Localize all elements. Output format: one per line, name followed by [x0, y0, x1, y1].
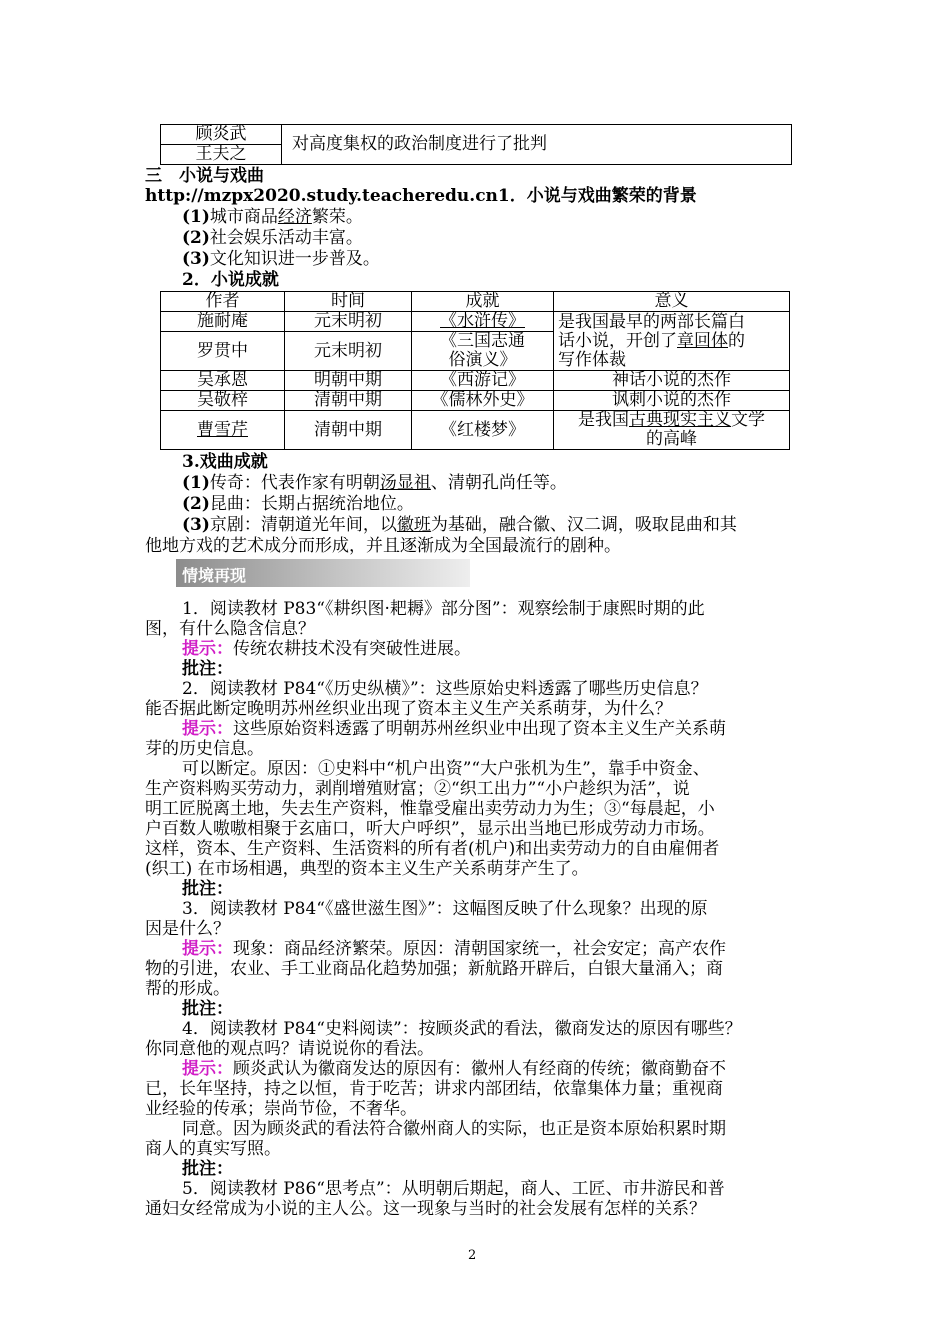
meaning-line: 写作体裁: [558, 349, 626, 370]
item-keyword: 徽班: [396, 515, 431, 535]
subsection-title: 3.戏曲成就: [182, 452, 268, 472]
thinker-desc: 对高度集权的政治制度进行了批判: [282, 125, 792, 165]
question-text: 你同意他的观点吗？请说说你的看法。: [145, 1039, 434, 1059]
meaning-cell: 讽刺小说的杰作: [554, 391, 790, 411]
item-text: 城市商品: [209, 207, 278, 227]
time-cell: 清朝中期: [285, 411, 412, 450]
author-cell: 施耐庵: [161, 312, 285, 332]
page-number: 2: [468, 1248, 477, 1263]
question-text: 能否据此断定晚明苏州丝织业出现了资本主义生产关系萌芽，为什么？: [145, 699, 672, 719]
meaning-line: [558, 411, 785, 430]
work-line: 俗演义》: [448, 350, 517, 370]
work-line: 《三国志通: [440, 331, 525, 351]
meaning-cell: [554, 312, 790, 371]
hint-text: 帮的形成。: [145, 979, 230, 999]
work-cell: 《儒林外史》: [412, 391, 554, 411]
hint-text: 现象：商品经济繁荣。原因：清朝国家统一，社会安定；高产农作: [233, 939, 726, 959]
background-item: [182, 207, 363, 227]
answer-text: 商人的真实写照。: [145, 1139, 281, 1159]
item-number: (3): [182, 249, 210, 269]
hint-line: [182, 639, 471, 659]
meaning-line: [558, 332, 785, 351]
context-section-bar: [176, 559, 470, 587]
hint-text: 芽的历史信息。: [145, 739, 264, 759]
question-text: 1．阅读教材 P83“《耕织图·耙耨》部分图”：观察绘制于康熙时期的此: [182, 599, 705, 619]
meaning-cell: [554, 411, 790, 450]
answer-text: 明工匠脱离土地，失去生产资料，惟靠受雇出卖劳动力为生；③“每晨起，小: [145, 799, 715, 819]
answer-text: 这样，资本、生产资料、生活资料的所有者(机户)和出卖劳动力的自由雇佣者: [145, 839, 720, 859]
hint-label: 提示：: [182, 719, 233, 739]
background-item: [182, 249, 380, 269]
thinkers-table: [160, 124, 792, 165]
time-cell: 元末明初: [285, 332, 412, 371]
item-text: 为基础，融合徽、汉二调，吸取昆曲和其: [430, 515, 737, 535]
url-text: http://mzpx2020.study.teacheredu.cn: [145, 186, 498, 206]
time-cell: 元末明初: [285, 312, 412, 332]
time-cell: 明朝中期: [285, 371, 412, 391]
novel-table: [160, 291, 790, 450]
meaning-keyword: 古典现实主义: [629, 410, 731, 430]
item-number: (2): [182, 228, 210, 248]
hint-label: 提示：: [182, 939, 233, 959]
work-cell: 《红楼梦》: [412, 411, 554, 450]
hint-text: 已，长年坚持，持之以恒，肯于吃苦；讲求内部团结，依靠集体力量；重视商: [145, 1079, 723, 1099]
author-cell: 罗贯中: [161, 332, 285, 371]
answer-text: 可以断定。原因：①史料中“机户出资”“大户张机为生”，靠手中资金、: [182, 759, 710, 779]
meaning-text: 的: [728, 330, 745, 351]
item-text: 京剧：清朝道光年间，以: [209, 515, 397, 535]
question-text: 3．阅读教材 P84“《盛世滋生图》”：这幅图反映了什么现象？出现的原: [182, 899, 708, 919]
hint-line: [182, 1059, 726, 1079]
hint-text: 传统农耕技术没有突破性进展。: [233, 639, 471, 659]
hint-line: [182, 719, 726, 739]
background-item: [182, 228, 363, 248]
meaning-text: 话小说，开创了: [558, 330, 677, 351]
drama-item-continued: 他地方戏的艺术成分而形成，并且逐渐成为全国最流行的剧种。: [145, 536, 621, 556]
answer-text: (织工) 在市场相遇，典型的资本主义生产关系萌芽产生了。: [145, 859, 589, 879]
question-text: 图，有什么隐含信息？: [145, 619, 315, 639]
note-label: 批注：: [182, 999, 233, 1019]
context-label: 情境再现: [182, 566, 247, 585]
author-cell: [161, 411, 285, 450]
work-cell: [412, 312, 554, 332]
author-name: 曹雪芹: [197, 419, 248, 440]
hint-label: 提示：: [182, 639, 233, 659]
work-title: 《水浒传》: [440, 311, 525, 331]
meaning-text: 是我国: [578, 410, 629, 430]
item-keyword: 汤显祖: [379, 473, 431, 493]
drama-item: [182, 494, 414, 514]
hint-line: [182, 939, 726, 959]
item-text: 繁荣。: [311, 207, 363, 227]
meaning-cell: 神话小说的杰作: [554, 371, 790, 391]
item-keyword: 经济: [277, 207, 312, 227]
meaning-text: 文学: [731, 410, 765, 430]
author-cell: 吴敬梓: [161, 391, 285, 411]
hint-text: 物的引进，农业、手工业商品化趋势加强；新航路开辟后，白银大量涌入；商: [145, 959, 723, 979]
question-text: 4．阅读教材 P84“史料阅读”：按顾炎武的看法，徽商发达的原因有哪些？: [182, 1019, 742, 1039]
note-label: 批注：: [182, 1159, 233, 1179]
answer-text: 同意。因为顾炎武的看法符合徽州商人的实际，也正是资本原始积累时期: [182, 1119, 726, 1139]
col-header: 意义: [554, 292, 790, 312]
time-cell: 清朝中期: [285, 391, 412, 411]
item-number: (1): [182, 473, 210, 493]
note-label: 批注：: [182, 659, 233, 679]
col-header: 作者: [161, 292, 285, 312]
question-text: 2．阅读教材 P84“《历史纵横》”：这些原始史料透露了哪些历史信息？: [182, 679, 708, 699]
item-number: (3): [182, 515, 210, 535]
thinker-name: 顾炎武: [161, 125, 282, 145]
item-number: (1): [182, 207, 210, 227]
meaning-line: 是我国最早的两部长篇白: [558, 311, 745, 332]
note-label: 批注：: [182, 879, 233, 899]
drama-item: [182, 515, 737, 535]
answer-text: 户百数人嗷嗷相聚于玄庙口，听大户呼织”，显示出当地已形成劳动力市场。: [145, 819, 715, 839]
answer-text: 生产资料购买劳动力，剥削增殖财富；②“织工出力”“小户趁织为活”，说: [145, 779, 690, 799]
col-header: 成就: [412, 292, 554, 312]
hint-text: 业经验的传承；崇尚节俭，不奢华。: [145, 1099, 417, 1119]
subsection-title: 2．小说成就: [182, 270, 279, 290]
meaning-keyword: 章回体: [677, 330, 728, 351]
hint-label: 提示：: [182, 1059, 233, 1079]
subsection-title: 1．小说与戏曲繁荣的背景: [497, 186, 697, 206]
item-text: 社会娱乐活动丰富。: [209, 228, 363, 248]
thinker-name: 王夫之: [161, 145, 282, 165]
item-text: 昆曲：长期占据统治地位。: [209, 494, 414, 514]
work-cell: [412, 332, 554, 371]
item-number: (2): [182, 494, 210, 514]
url-subtitle-line: [145, 186, 697, 206]
question-text: 通妇女经常成为小说的主人公。这一现象与当时的社会发展有怎样的关系？: [145, 1199, 706, 1219]
hint-text: 顾炎武认为徽商发达的原因有：徽州人有经商的传统；徽商勤奋不: [233, 1059, 726, 1079]
work-cell: 《西游记》: [412, 371, 554, 391]
item-text: 文化知识进一步普及。: [209, 249, 380, 269]
author-cell: 吴承恩: [161, 371, 285, 391]
question-text: 因是什么？: [145, 919, 230, 939]
drama-item: [182, 473, 567, 493]
item-text: 传奇：代表作家有明朝: [209, 473, 380, 493]
section-heading: 三 小说与戏曲: [145, 166, 264, 186]
question-text: 5．阅读教材 P86“思考点”：从明朝后期起，商人、工匠、市井游民和普: [182, 1179, 725, 1199]
hint-text: 这些原始资料透露了明朝苏州丝织业中出现了资本主义生产关系萌: [233, 719, 726, 739]
item-text: 、清朝孔尚任等。: [430, 473, 567, 493]
meaning-line: 的高峰: [646, 429, 697, 449]
col-header: 时间: [285, 292, 412, 312]
